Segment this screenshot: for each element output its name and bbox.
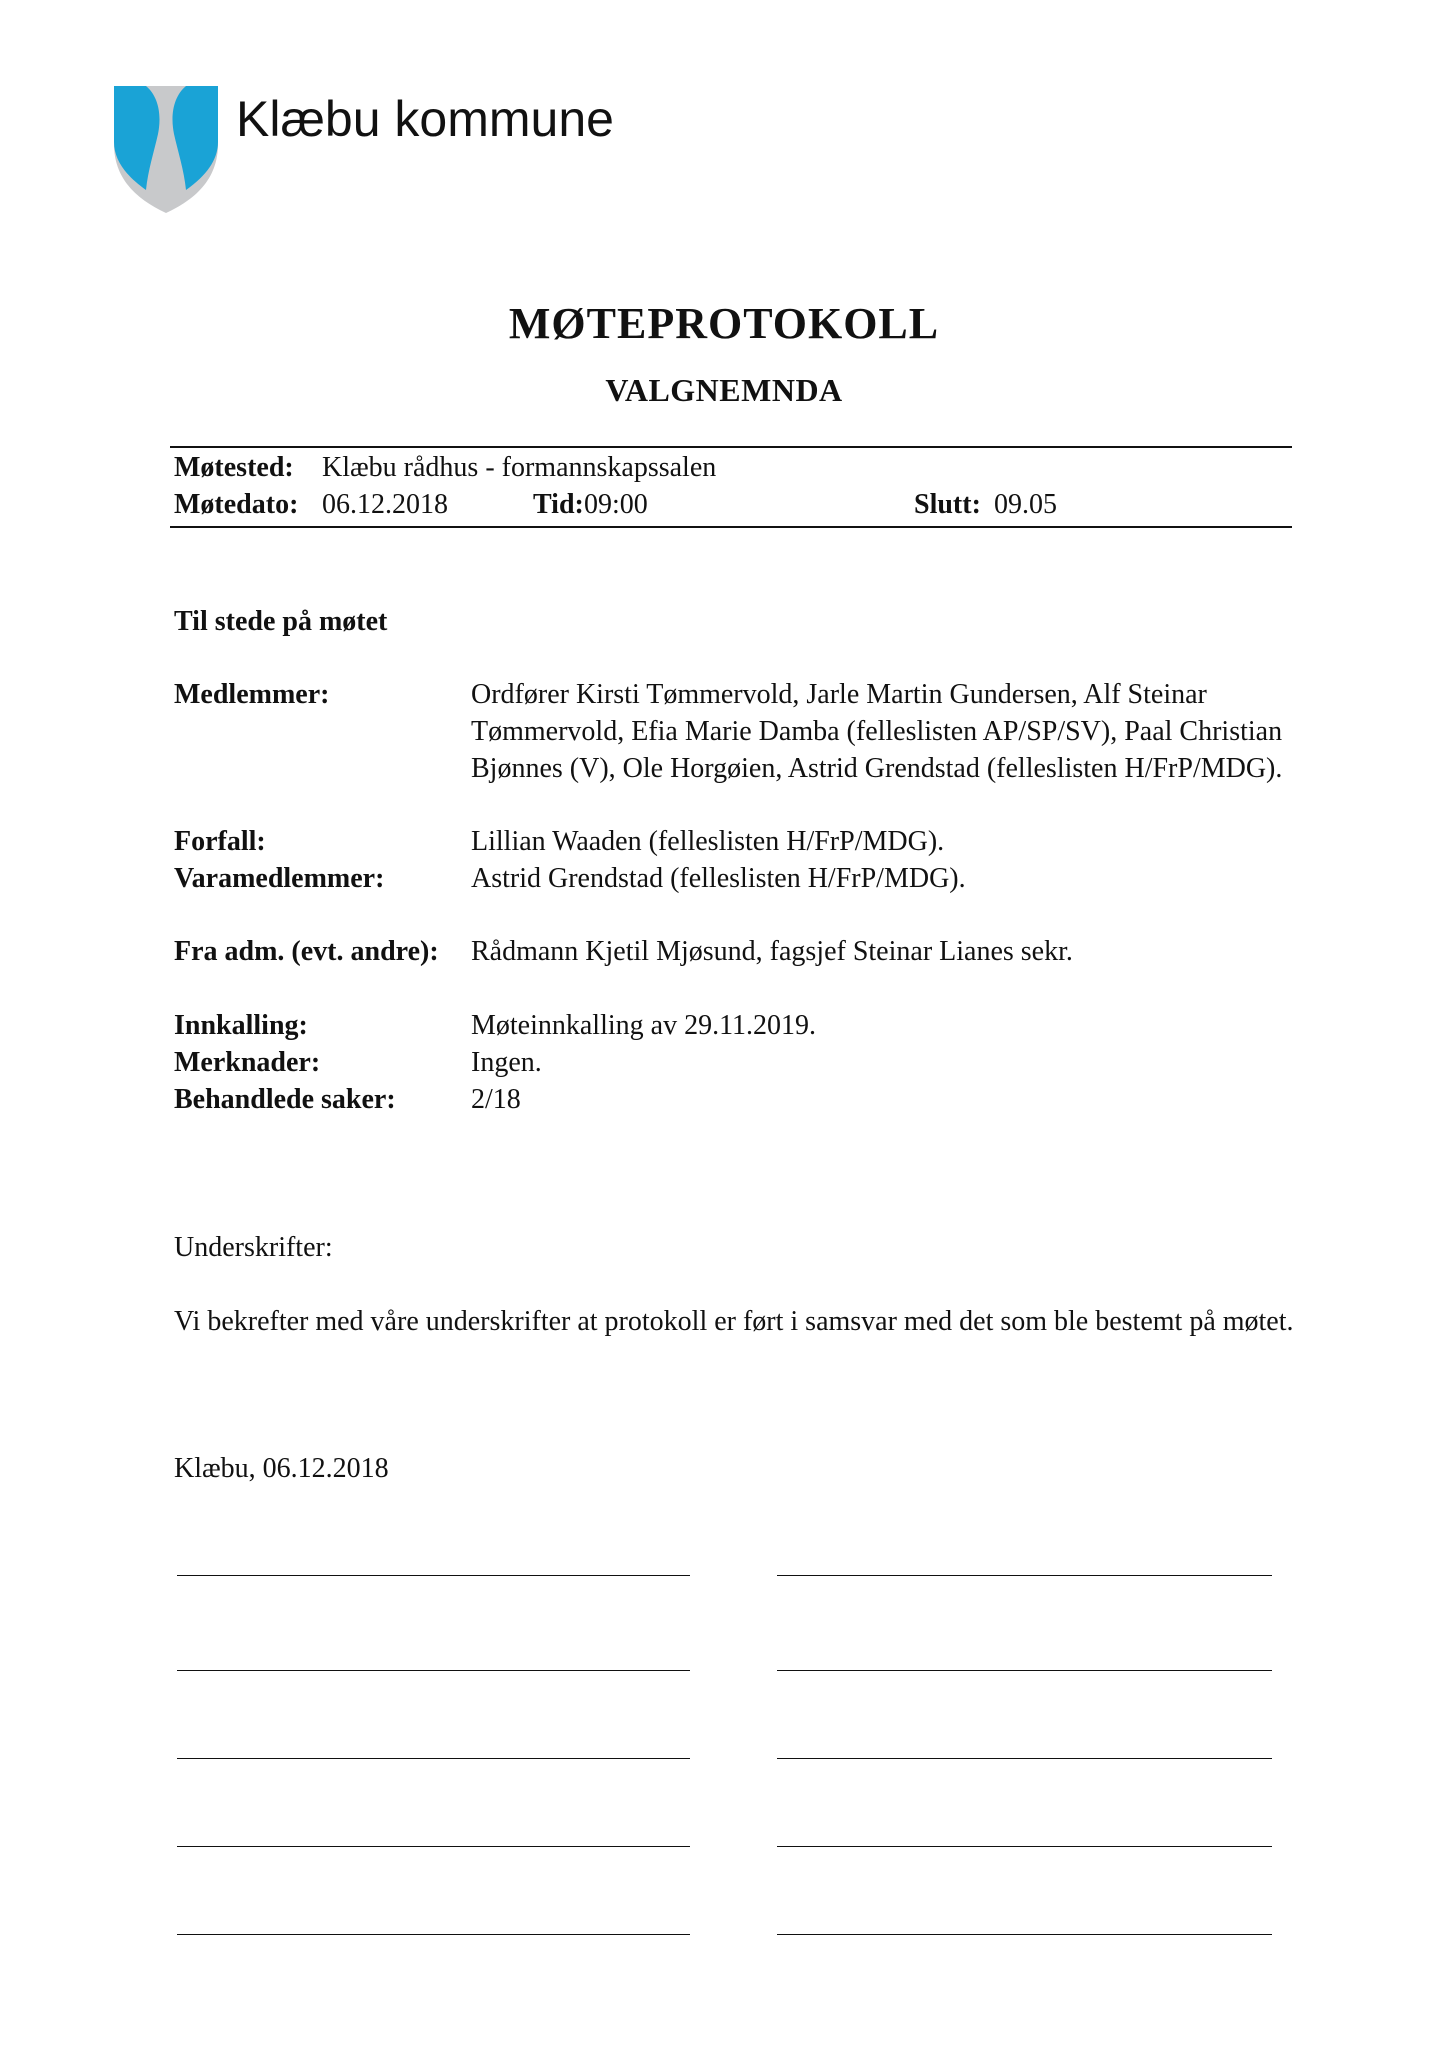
cases-value: 2/18 <box>471 1084 521 1115</box>
meeting-time-value: 09:00 <box>584 489 648 520</box>
cases-label: Behandlede saker: <box>174 1084 396 1115</box>
meeting-end-label: Slutt: <box>914 489 981 520</box>
meeting-end-value: 09.05 <box>994 489 1057 520</box>
meeting-date-label: Møtedato: <box>174 489 299 520</box>
attendance-heading: Til stede på møtet <box>174 606 388 637</box>
rule-bottom <box>170 526 1292 528</box>
meeting-place-value: Klæbu rådhus - formannskapssalen <box>322 452 717 483</box>
members-label: Medlemmer: <box>174 679 330 710</box>
deputies-label: Varamedlemmer: <box>174 863 385 894</box>
meeting-date-value: 06.12.2018 <box>322 489 448 520</box>
members-line: Tømmervold, Efia Marie Damba (felleslisten AP/SP/SV), Paal Christian <box>471 716 1283 747</box>
signature-line <box>177 1934 690 1935</box>
deputies-value: Astrid Grendstad (felleslisten H/FrP/MDG). <box>471 863 966 894</box>
absent-label: Forfall: <box>174 826 266 857</box>
klaebu-coat-of-arms-icon <box>112 86 220 213</box>
members-line: Bjønnes (V), Ole Horgøien, Astrid Grendstad (felleslisten H/FrP/MDG). <box>471 753 1283 784</box>
meeting-time-label: Tid: <box>533 489 584 520</box>
org-name: Klæbu kommune <box>236 91 614 147</box>
rule-top <box>170 446 1292 448</box>
members-line: Ordfører Kirsti Tømmervold, Jarle Martin Gundersen, Alf Steinar <box>471 679 1207 710</box>
remarks-value: Ingen. <box>471 1047 542 1078</box>
signature-line <box>777 1934 1272 1935</box>
signature-line <box>177 1758 690 1759</box>
signature-line <box>177 1846 690 1847</box>
signature-line <box>177 1575 690 1576</box>
signature-line <box>777 1758 1272 1759</box>
document-title: MØTEPROTOKOLL <box>508 299 940 348</box>
admin-label: Fra adm. (evt. andre): <box>174 936 439 967</box>
signature-line <box>777 1846 1272 1847</box>
absent-value: Lillian Waaden (felleslisten H/FrP/MDG). <box>471 826 945 857</box>
signature-line <box>777 1670 1272 1671</box>
notice-value: Møteinnkalling av 29.11.2019. <box>471 1010 817 1041</box>
notice-label: Innkalling: <box>174 1010 308 1041</box>
admin-value: Rådmann Kjetil Mjøsund, fagsjef Steinar Lianes sekr. <box>471 936 1073 967</box>
signature-line <box>777 1575 1272 1576</box>
signatures-heading: Underskrifter: <box>174 1232 333 1263</box>
signatures-statement: Vi bekrefter med våre underskrifter at protokoll er ført i samsvar med det som ble bestemt på møtet. <box>174 1306 1294 1337</box>
meeting-place-label: Møtested: <box>174 452 294 483</box>
document-subtitle: VALGNEMNDA <box>605 372 843 408</box>
signatures-place-date: Klæbu, 06.12.2018 <box>174 1453 389 1484</box>
signature-line <box>177 1670 690 1671</box>
remarks-label: Merknader: <box>174 1047 321 1078</box>
